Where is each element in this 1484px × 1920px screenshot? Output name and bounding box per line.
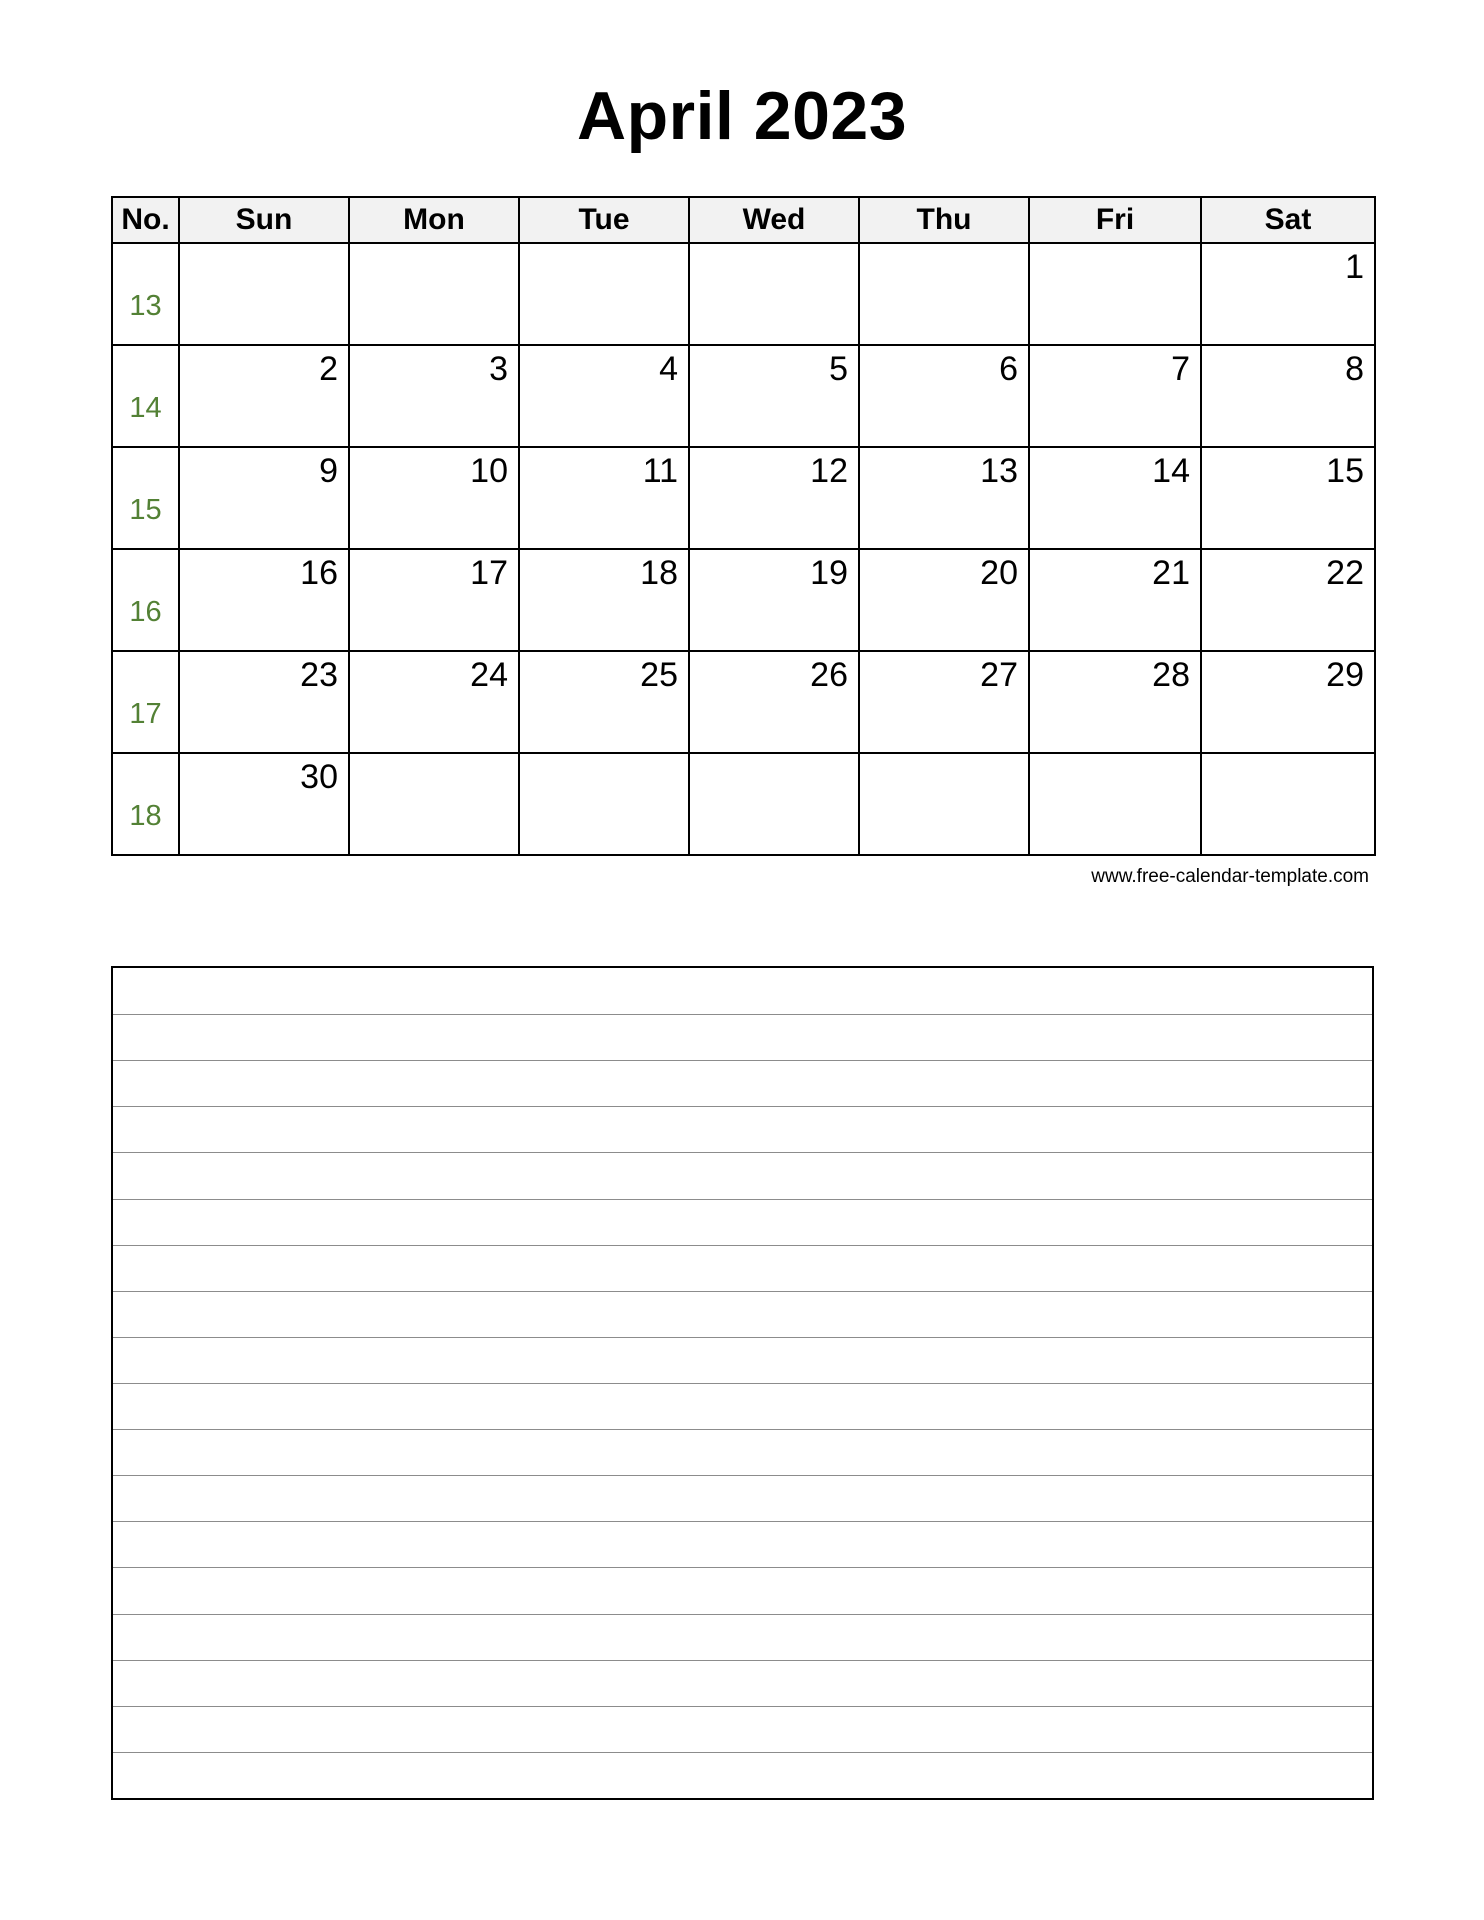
day-number: 21 (1152, 554, 1190, 592)
day-number: 24 (470, 656, 508, 694)
day-cell (179, 753, 349, 855)
day-cell (1201, 753, 1375, 855)
day-number: 8 (1345, 350, 1364, 388)
day-cell (519, 753, 689, 855)
note-line (113, 1752, 1372, 1753)
header-wed: Wed (689, 197, 859, 243)
day-number: 11 (642, 452, 678, 490)
day-number: 15 (1326, 452, 1364, 490)
header-row (112, 197, 1375, 243)
day-number (860, 244, 1028, 250)
week-number-cell (112, 447, 179, 549)
day-number (1202, 754, 1374, 760)
day-cell (349, 651, 519, 753)
day-number: 28 (1152, 656, 1190, 694)
note-line (113, 1291, 1372, 1292)
header-thu: Thu (859, 197, 1029, 243)
day-cell (1029, 345, 1201, 447)
week-row (112, 243, 1375, 345)
day-number: 23 (300, 656, 338, 694)
day-number (350, 754, 518, 760)
header-week-no: No. (112, 197, 179, 243)
note-line (113, 1429, 1372, 1430)
day-number: 3 (489, 350, 508, 388)
day-number (1030, 244, 1200, 250)
day-cell (689, 651, 859, 753)
day-cell (1201, 243, 1375, 345)
week-row (112, 447, 1375, 549)
day-number: 17 (470, 554, 508, 592)
header-mon: Mon (349, 197, 519, 243)
header-tue: Tue (519, 197, 689, 243)
day-cell (689, 753, 859, 855)
day-cell (859, 345, 1029, 447)
note-line (113, 1475, 1372, 1476)
day-cell (349, 549, 519, 651)
day-cell (1029, 447, 1201, 549)
note-line (113, 1521, 1372, 1522)
week-number-cell (112, 753, 179, 855)
header-fri: Fri (1029, 197, 1201, 243)
note-line (113, 1706, 1372, 1707)
note-line (113, 1383, 1372, 1384)
day-cell (179, 549, 349, 651)
day-number: 22 (1326, 554, 1364, 592)
day-cell (519, 447, 689, 549)
note-line (113, 1060, 1372, 1061)
day-cell (689, 447, 859, 549)
week-number: 17 (129, 697, 162, 730)
day-number: 10 (470, 452, 508, 490)
day-cell (179, 345, 349, 447)
day-cell (1201, 651, 1375, 753)
notes-area (111, 966, 1374, 1800)
footer-url: www.free-calendar-template.com (1091, 866, 1369, 887)
calendar-title: April 2023 (576, 78, 908, 154)
week-row (112, 549, 1375, 651)
day-number: 1 (1345, 248, 1364, 286)
day-number: 14 (1152, 452, 1190, 490)
note-line (113, 1245, 1372, 1246)
day-number (1030, 754, 1200, 760)
day-cell (1029, 753, 1201, 855)
day-number: 7 (1171, 350, 1190, 388)
week-number-cell (112, 345, 179, 447)
day-number: 18 (640, 554, 678, 592)
day-number: 27 (980, 656, 1018, 694)
day-cell (1201, 549, 1375, 651)
note-line (113, 1614, 1372, 1615)
note-line (113, 1152, 1372, 1153)
day-number: 2 (319, 350, 338, 388)
day-number: 9 (319, 452, 338, 490)
day-cell (1201, 447, 1375, 549)
week-number-cell (112, 549, 179, 651)
week-number: 18 (129, 799, 162, 832)
day-cell (859, 243, 1029, 345)
week-row (112, 345, 1375, 447)
note-line (113, 1337, 1372, 1338)
day-number: 26 (810, 656, 848, 694)
day-cell (689, 549, 859, 651)
header-sat: Sat (1201, 197, 1375, 243)
day-number: 25 (640, 656, 678, 694)
day-number (350, 244, 518, 250)
day-number (520, 754, 688, 760)
note-line (113, 1567, 1372, 1568)
day-cell (859, 549, 1029, 651)
day-cell (1029, 243, 1201, 345)
day-number: 29 (1326, 656, 1364, 694)
day-cell (1201, 345, 1375, 447)
day-number: 30 (300, 758, 338, 796)
day-cell (1029, 549, 1201, 651)
week-row (112, 651, 1375, 753)
day-cell (519, 651, 689, 753)
day-cell (179, 447, 349, 549)
week-number: 13 (129, 289, 162, 322)
note-line (113, 1014, 1372, 1015)
day-cell (859, 753, 1029, 855)
day-cell (349, 243, 519, 345)
day-number: 4 (659, 350, 678, 388)
calendar-grid (111, 196, 1376, 856)
day-number: 19 (810, 554, 848, 592)
header-sun: Sun (179, 197, 349, 243)
week-number-cell (112, 243, 179, 345)
day-number: 13 (980, 452, 1018, 490)
note-line (113, 1106, 1372, 1107)
day-number (520, 244, 688, 250)
day-number (690, 244, 858, 250)
week-number-cell (112, 651, 179, 753)
day-cell (519, 549, 689, 651)
day-cell (689, 243, 859, 345)
day-cell (689, 345, 859, 447)
week-number: 15 (129, 493, 162, 526)
day-cell (519, 243, 689, 345)
note-line (113, 1199, 1372, 1200)
day-number: 5 (829, 350, 848, 388)
day-cell (859, 651, 1029, 753)
note-line (113, 1660, 1372, 1661)
day-cell (519, 345, 689, 447)
day-cell (349, 345, 519, 447)
day-cell (859, 447, 1029, 549)
day-number (180, 244, 348, 250)
week-number: 14 (129, 391, 162, 424)
day-number: 16 (300, 554, 338, 592)
day-cell (349, 753, 519, 855)
day-number (690, 754, 858, 760)
day-number: 12 (810, 452, 848, 490)
day-number: 6 (999, 350, 1018, 388)
week-number: 16 (129, 595, 162, 628)
day-number: 20 (980, 554, 1018, 592)
week-row (112, 753, 1375, 855)
day-number (860, 754, 1028, 760)
day-cell (1029, 651, 1201, 753)
day-cell (179, 243, 349, 345)
day-cell (349, 447, 519, 549)
day-cell (179, 651, 349, 753)
